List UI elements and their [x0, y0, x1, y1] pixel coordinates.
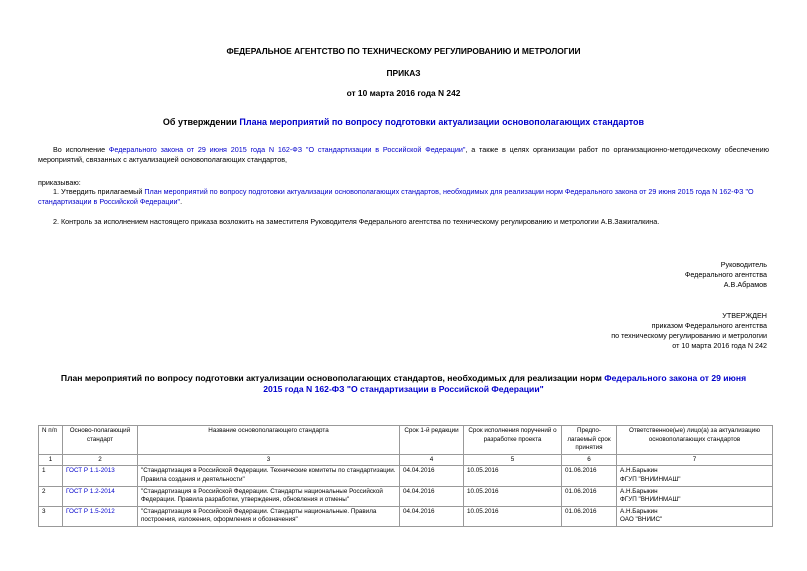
item1-post: . — [180, 197, 183, 206]
item-2: 2. Контроль за исполнением настоящего приказа возложить на заместителя Руководителя Федерального агентства по техническому регулированию и метрологии А.В.Зажигалкина. — [53, 217, 660, 226]
responsible-org: ФГУП "ВНИИНМАШ" — [620, 475, 681, 483]
col-header-first-edition: Срок 1-й редакции — [400, 426, 464, 455]
table-row — [39, 486, 773, 506]
responsible — [617, 486, 773, 506]
col-header-responsible: Ответственное(ые) лицо(а) за актуализацию основополагающих стандартов — [617, 426, 773, 455]
plan-title-pre: План мероприятий по вопросу подготовки актуализации основополагающих стандартов, необходимых для реализации норм — [60, 373, 605, 383]
standard-name: "Стандартизация в Российской Федерации. Технические комитеты по стандартизации. Правила создания и деятельности" — [138, 466, 400, 486]
col-number: 7 — [617, 454, 773, 466]
plan-title — [60, 373, 747, 395]
accept-date: 01.06.2016 — [562, 466, 617, 486]
doc-title — [0, 117, 807, 127]
first-edition-date: 04.04.2016 — [400, 466, 464, 486]
agency-name: ФЕДЕРАЛЬНОЕ АГЕНТСТВО ПО ТЕХНИЧЕСКОМУ РЕГУЛИРОВАНИЮ И МЕТРОЛОГИИ — [226, 46, 581, 56]
table-column-numbers-row — [39, 454, 773, 466]
intro-pre: Во исполнение — [53, 145, 109, 154]
plan-title-link[interactable]: Федерального закона от 29 июня 2015 года N 162-ФЗ "О стандартизации в Российской Федерации" — [263, 373, 747, 394]
exec-date: 10.05.2016 — [464, 506, 562, 526]
col-number: 6 — [562, 454, 617, 466]
col-header-accept-date: Предпо-лагаемый срок принятия — [562, 426, 617, 455]
responsible — [617, 506, 773, 526]
row-number: 3 — [39, 506, 63, 526]
standard-link[interactable]: ГОСТ Р 1.2-2014 — [63, 486, 138, 506]
plan-table — [38, 425, 773, 527]
first-edition-date: 04.04.2016 — [400, 486, 464, 506]
col-number: 5 — [464, 454, 562, 466]
accept-date: 01.06.2016 — [562, 486, 617, 506]
responsible-person: А.Н.Барыкин — [620, 467, 658, 475]
table-row — [39, 466, 773, 486]
col-number: 4 — [400, 454, 464, 466]
responsible-person: А.Н.Барыкин — [620, 487, 658, 495]
title-link[interactable]: Плана мероприятий по вопросу подготовки актуализации основополагающих стандартов — [239, 117, 645, 127]
responsible-person: А.Н.Барыкин — [620, 507, 658, 515]
approved-line-3: по техническому регулированию и метрологии — [611, 331, 767, 340]
standard-name: "Стандартизация в Российской Федерации. Стандарты национальные Российской Федерации. Правила разработки, утверждения, обновления и отмены" — [138, 486, 400, 506]
col-header-exec-date: Срок исполнения поручений о разработке проекта — [464, 426, 562, 455]
item-1 — [38, 187, 769, 207]
signature-block — [685, 260, 767, 290]
responsible-org: ОАО "ВНИИС" — [620, 516, 663, 524]
doc-type: ПРИКАЗ — [386, 68, 421, 78]
title-prefix: Об утверждении — [162, 117, 240, 127]
accept-date: 01.06.2016 — [562, 506, 617, 526]
row-number: 2 — [39, 486, 63, 506]
table-header-row — [39, 426, 773, 455]
col-header-name: Название основополагающего стандарта — [138, 426, 400, 455]
row-number: 1 — [39, 466, 63, 486]
plan-link[interactable]: План мероприятий по вопросу подготовки актуализации основополагающих стандартов, необходимых для реализации норм Федерального закона от 29 июня 2015 года N 162-ФЗ "О стандартизации в Российской Федерации" — [38, 187, 754, 206]
col-number: 3 — [138, 454, 400, 466]
standard-link[interactable]: ГОСТ Р 1.5-2012 — [63, 506, 138, 526]
exec-date: 10.05.2016 — [464, 486, 562, 506]
col-number: 1 — [39, 454, 63, 466]
federal-law-link[interactable]: Федерального закона от 29 июня 2015 года N 162-ФЗ "О стандартизации в Российской Федерации" — [108, 145, 466, 154]
table-row — [39, 506, 773, 526]
intro-paragraph — [38, 145, 769, 165]
doc-date: от 10 марта 2016 года N 242 — [346, 88, 461, 98]
col-number: 2 — [63, 454, 138, 466]
standard-name: "Стандартизация в Российской Федерации. Стандарты национальные. Правила построения, изложения, оформления и обозначения" — [138, 506, 400, 526]
order-word: приказываю: — [38, 178, 81, 187]
item1-pre: 1. Утвердить прилагаемый — [53, 187, 145, 196]
signature-name: А.В.Абрамов — [723, 280, 767, 289]
approved-block — [611, 311, 767, 351]
col-header-standard: Осново-полагающий стандарт — [63, 426, 138, 455]
approved-line-1: УТВЕРЖДЕН — [722, 311, 767, 320]
responsible — [617, 466, 773, 486]
col-header-number: N п/п — [39, 426, 63, 455]
intro-post: , а также в целях организации работ по организационно-методическому обеспечению мероприятий, связанных с актуализацией основополагающих стандартов, — [38, 145, 769, 164]
responsible-org: ФГУП "ВНИИНМАШ" — [620, 496, 681, 504]
signature-agency: Федерального агентства — [684, 270, 767, 279]
standard-link[interactable]: ГОСТ Р 1.1-2013 — [63, 466, 138, 486]
approved-line-4: от 10 марта 2016 года N 242 — [672, 341, 767, 350]
exec-date: 10.05.2016 — [464, 466, 562, 486]
signature-role: Руководитель — [720, 260, 767, 269]
first-edition-date: 04.04.2016 — [400, 506, 464, 526]
approved-line-2: приказом Федерального агентства — [651, 321, 767, 330]
